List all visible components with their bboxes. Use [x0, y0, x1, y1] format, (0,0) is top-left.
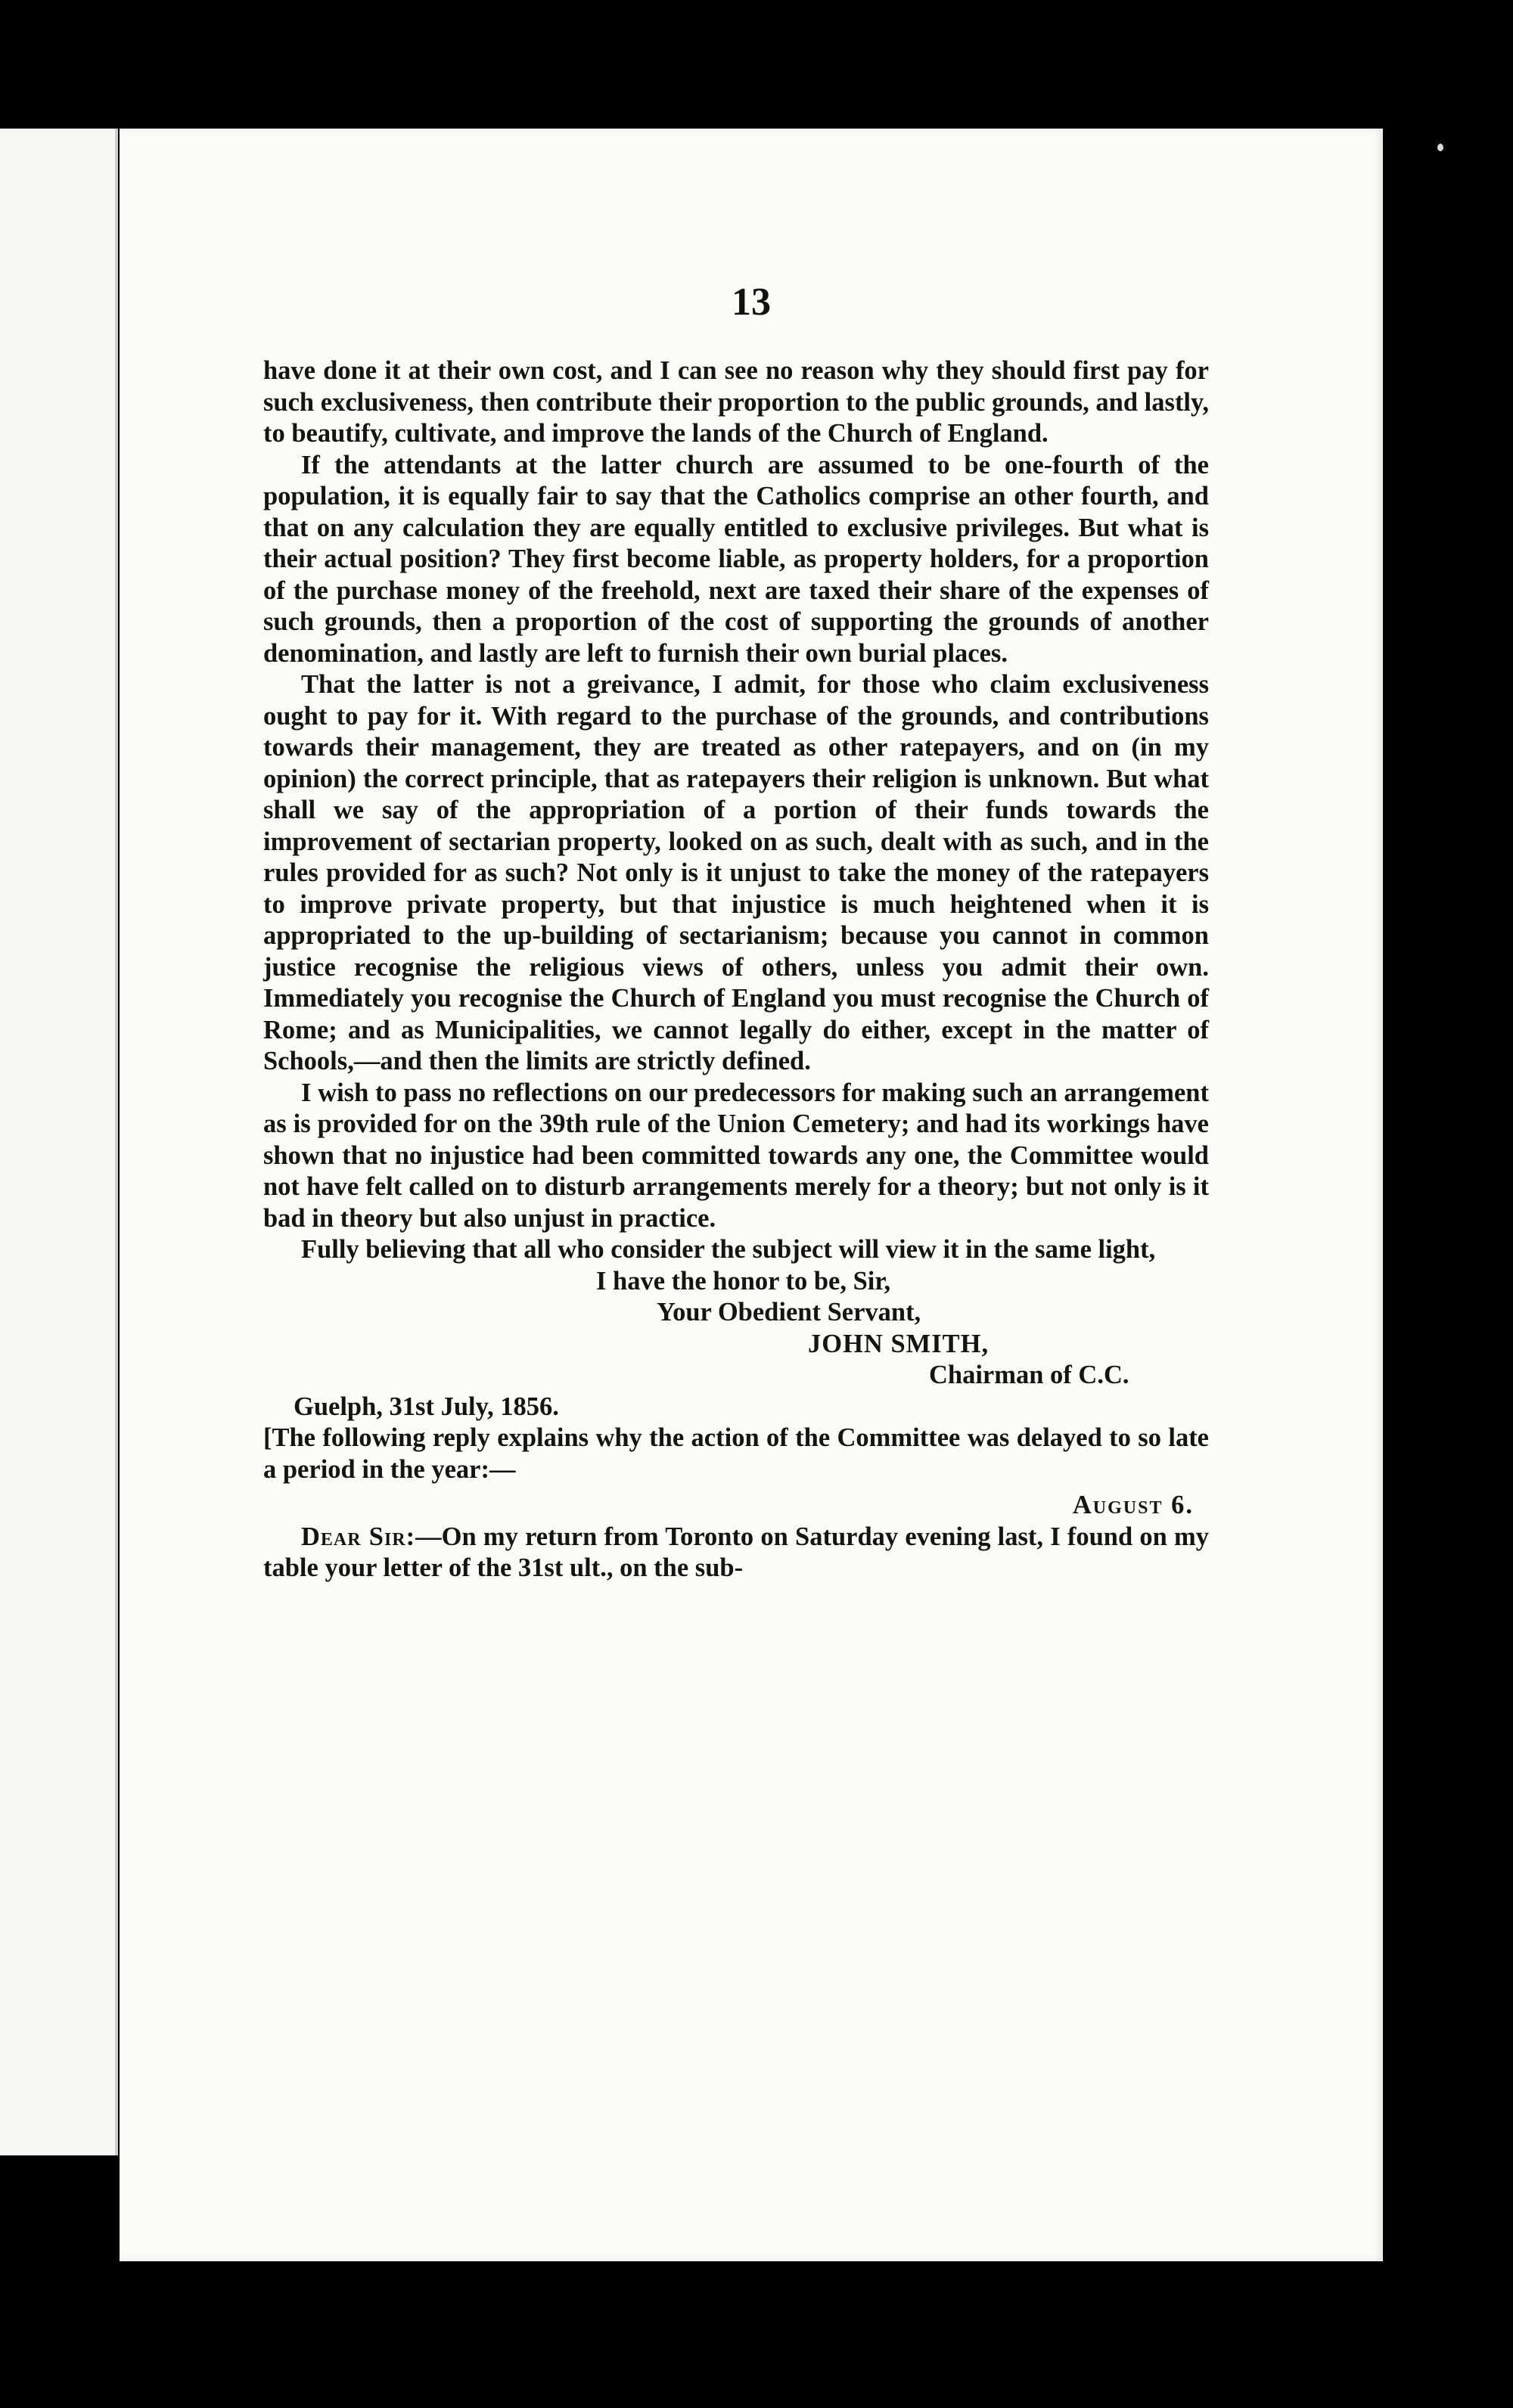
- paragraph-3: That the latter is not a greivance, I admit, for those who claim exclusiveness ought to pay for it. With regard to the purchase of the grounds, and contributions towards their management, they are treated as other ratepayers, and on (in my opinion) the correct principle, that as ratepayers their religion is unknown. But what shall we say of the appropriation of a portion of their funds towards the improvement of sectarian property, looked on as such, dealt with as such, and in the rules provided for as such? Not only is it unjust to take the money of the ratepayers to improve private property, but that injustice is much heightened when it is appropriated to the up-building of sectarianism; because you cannot in common justice recognise the religious views of others, unless you admit their own. Immediately you recognise the Church of England you must recognise the Church of Rome; and as Municipalities, we cannot legally do either, except in the matter of Schools,—and then the limits are strictly defined.: [263, 670, 1209, 1075]
- salutation: Dear Sir:: [301, 1522, 416, 1551]
- paragraph-2: If the attendants at the latter church are assumed to be one-fourth of the population, it is equally fair to say that the Catholics comprise an other fourth, and that on any calculation they are equally entitled to exclusive privileges. But what is their actual position? They first become liable, as property holders, for a proportion of the purchase money of the freehold, next are taxed their share of the expenses of such grounds, then a proportion of the cost of supporting the grounds of another denomination, and lastly are left to furnish their own burial places.: [263, 450, 1209, 668]
- signature-line-2: Your Obedient Servant,: [657, 1298, 921, 1327]
- scan-speck: [1437, 144, 1443, 151]
- facing-page-edge: [0, 129, 118, 2155]
- letter-opening: [263, 1522, 1209, 1584]
- reply-note: [263, 1423, 1209, 1485]
- signature-line-1: I have the honor to be, Sir,: [596, 1266, 891, 1296]
- paragraph-5: Fully believing that all who consider the subject will view it in the same light,: [301, 1235, 1156, 1264]
- paragraph-1: have done it at their own cost, and I can see no reason why they should first pay for such exclusiveness, then contribute their proportion to the public grounds, and lastly, to beautify, cultivate, and improve the lands of the Church of England.: [263, 356, 1209, 448]
- reply-note-text: [The following reply explains why the action of the Committee was delayed to so late a period in the year:—: [263, 1423, 1209, 1484]
- signature-title: Chairman of C.C.: [929, 1361, 1129, 1389]
- dateline: Guelph, 31st July, 1856.: [294, 1392, 559, 1421]
- letter-text: —On my return from Toronto on Saturday evening last, I found on my table your letter of the 31st ult., on the sub-: [263, 1522, 1210, 1582]
- signature-block: [263, 1266, 1209, 1392]
- reply-date: August 6.: [1072, 1491, 1194, 1519]
- book-page: [120, 129, 1383, 2261]
- page-body: [263, 355, 1209, 1584]
- paragraph-4: I wish to pass no reflections on our predecessors for making such an arrangement as is provided for on the 39th rule of the Union Cemetery; and had its workings have shown that no injustice had been committed towards any one, the Committee would not have felt called on to disturb arrangements merely for a theory; but not only is it bad in theory but also unjust in practice.: [263, 1078, 1209, 1233]
- page-number: 13: [732, 281, 771, 324]
- signature-name: JOHN SMITH,: [808, 1329, 990, 1358]
